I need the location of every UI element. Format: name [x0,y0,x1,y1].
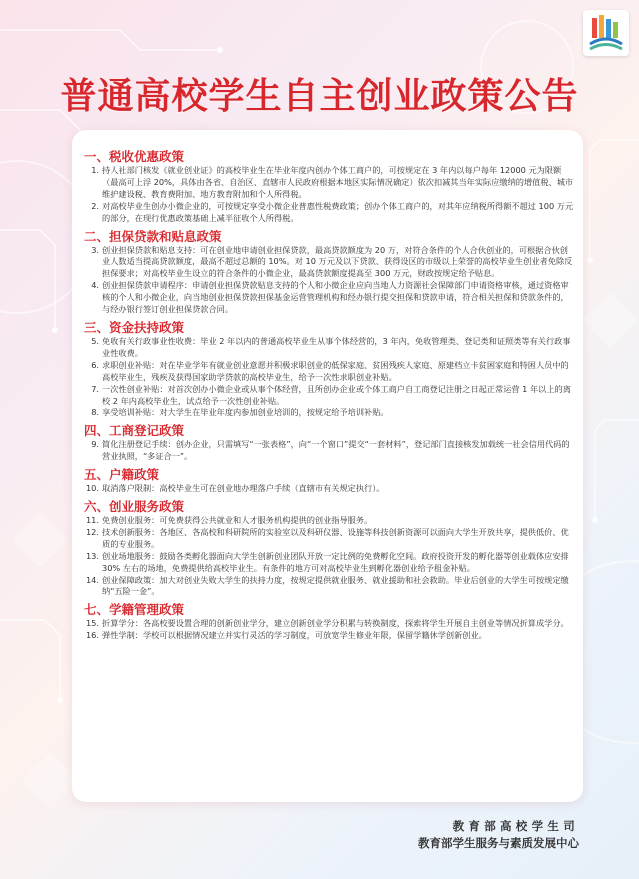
item-number: 3. [91,244,99,255]
item-number: 15. [85,618,99,629]
item-number: 2. [91,200,99,211]
item-number: 8. [91,407,99,418]
item-text: 弹性学制：学校可以根据情况建立并实行灵活的学习制度，可放宽学生修业年限，保留学籍休学创新创业。 [102,630,487,641]
signature-org-2: 教育部学生服务与素质发展中心 [418,836,579,850]
item-text: 对高校毕业生创办小微企业的，可按规定享受小微企业普惠性税费政策；创办个体工商户的，对其年应纳税所得额不超过 100 万元的部分，在现行优惠政策基础上减半征收个人所得税。 [102,200,574,223]
item-text: 简化注册登记手续：创办企业，只需填写“一张表格”，向“一个窗口”提交“一套材料”，登记部门直接核发加载统一社会信用代码的营业执照，“多证合一”。 [102,439,570,462]
item-number: 4. [91,280,99,291]
section-heading: 七、学籍管理政策 [84,602,185,618]
item-text: 折算学分：各高校要设置合理的创新创业学分，建立创新创业学分积累与转换制度，探索将学生开展自主创业等情况折算成学分。 [102,618,569,629]
item-text: 取消落户限制：高校毕业生可在创业地办理落户手续（直辖市有关规定执行）。 [102,483,385,494]
item-text: 创业保障政策：加大对创业失败大学生的扶持力度，按规定提供就业服务、就业援助和社会救助。毕业后创业的大学生可按规定缴纳“五险一金”。 [102,574,569,597]
list-item [84,384,576,408]
list-item [84,280,576,316]
section-heading: 五、户籍政策 [84,467,160,483]
section-loan [84,228,576,316]
item-number: 12. [85,526,99,537]
section-tax [84,148,576,225]
section-registration [84,422,576,463]
list-item [84,407,576,419]
list-item [84,618,576,630]
item-number: 11. [85,515,99,526]
item-number: 6. [91,359,99,370]
item-number: 7. [91,383,99,394]
list-item [84,336,576,360]
list-item [84,515,576,527]
item-number: 10. [85,483,99,494]
item-number: 14. [85,574,99,585]
section-enrollment [84,601,576,642]
list-item [84,439,576,463]
section-heading: 六、创业服务政策 [84,499,185,515]
item-number: 5. [91,335,99,346]
list-item [84,630,576,642]
list-item [84,551,576,575]
list-item [84,165,576,201]
item-number: 16. [85,630,99,641]
section-household [84,466,576,495]
list-item [84,360,576,384]
item-text: 求职创业补贴：对在毕业学年有就业创业意愿并积极求职创业的低保家庭、贫困残疾人家庭、原建档立卡贫困家庭和特困人员中的高校毕业生，残疾及获得国家助学贷款的高校毕业生，给予一次性求职创业补贴。 [102,359,569,382]
section-heading: 四、工商登记政策 [84,423,185,439]
item-text: 创业担保贷款申请程序：申请创业担保贷款贴息支持的个人和小微企业应向当地人力资源社会保障部门申请资格审核，通过资格审核的个人和小微企业，向当地创业担保贷款担保基金运营管理机构和经办银行提交担保和贷款申请，符合相关担保和贷款条件的，与经办银行签订创业担保贷款合同。 [102,280,569,315]
list-item [84,575,576,599]
section-heading: 三、资金扶持政策 [84,319,185,335]
item-text: 一次性创业补贴：对首次创办小微企业或从事个体经营，且所创办企业或个体工商户自工商登记注册之日起正常运营 1 年以上的离校 2 年内高校毕业生，试点给予一次性创业补贴。 [102,383,571,406]
section-heading: 二、担保贷款和贴息政策 [84,228,222,244]
signature-block [418,818,579,852]
item-text: 技术创新服务：各地区、各高校和科研院所的实验室以及科研仪器、设施等科技创新资源可以面向大学生开放共享，提供低价、优质的专业服务。 [102,526,569,549]
section-heading: 一、税收优惠政策 [84,149,185,164]
list-item [84,527,576,551]
page-title: 普通高校学生自主创业政策公告 [60,76,579,117]
signature-org-1: 教育部高校学生司 [452,819,579,833]
section-service [84,498,576,598]
item-text: 持人社部门核发《就业创业证》的高校毕业生在毕业年度内创办个体工商户的，可按规定在 3 年内以每户每年 12000 元为限额（最高可上浮 20%，具体由各省、自治区、直辖市人民政府根据本地区实际情况确定）依次扣减其当年实际应缴纳的增值税、城市维护建设税、教育费附加、地方教育附加和个人所得税。 [102,165,574,199]
education-logo-icon [583,10,629,56]
list-item [84,245,576,281]
item-text: 免收有关行政事业性收费：毕业 2 年以内的普通高校毕业生从事个体经营的，3 年内，免收管理类、登记类和证照类等有关行政事业性收费。 [102,335,571,358]
section-funding [84,319,576,419]
policy-content [84,148,576,645]
item-number: 13. [85,550,99,561]
list-item [84,201,576,225]
item-text: 创业场地服务：鼓励各类孵化器面向大学生创新创业团队开放一定比例的免费孵化空间。政府投资开发的孵化器等创业载体应安排 30% 左右的场地，免费提供给高校毕业生。有条件的地方可对高校毕业生到孵化器创业给予租金补贴。 [102,550,569,573]
item-text: 享受培训补贴：对大学生在毕业年度内参加创业培训的，按规定给予培训补贴。 [102,407,389,418]
item-text: 创业担保贷款和贴息支持：可在创业地申请创业担保贷款，最高贷款额度为 20 万，对符合条件的个人合伙创业的，可根据合伙创业人数适当提高贷款额度，最高不超过总额的 10%。对 10 万元及以下贷款、获得设区的市级以上荣誉的高校毕业生创业者免除反担保要求；对高校毕业生设立的符合条件的小微企业，最高贷款额度提高至 300 万元，财政按规定给予贴息。 [102,244,573,279]
item-text: 免费创业服务：可免费获得公共就业和人才服务机构提供的创业指导服务。 [102,515,373,526]
list-item [84,483,576,495]
item-number: 1. [91,165,99,175]
item-number: 9. [91,439,99,450]
